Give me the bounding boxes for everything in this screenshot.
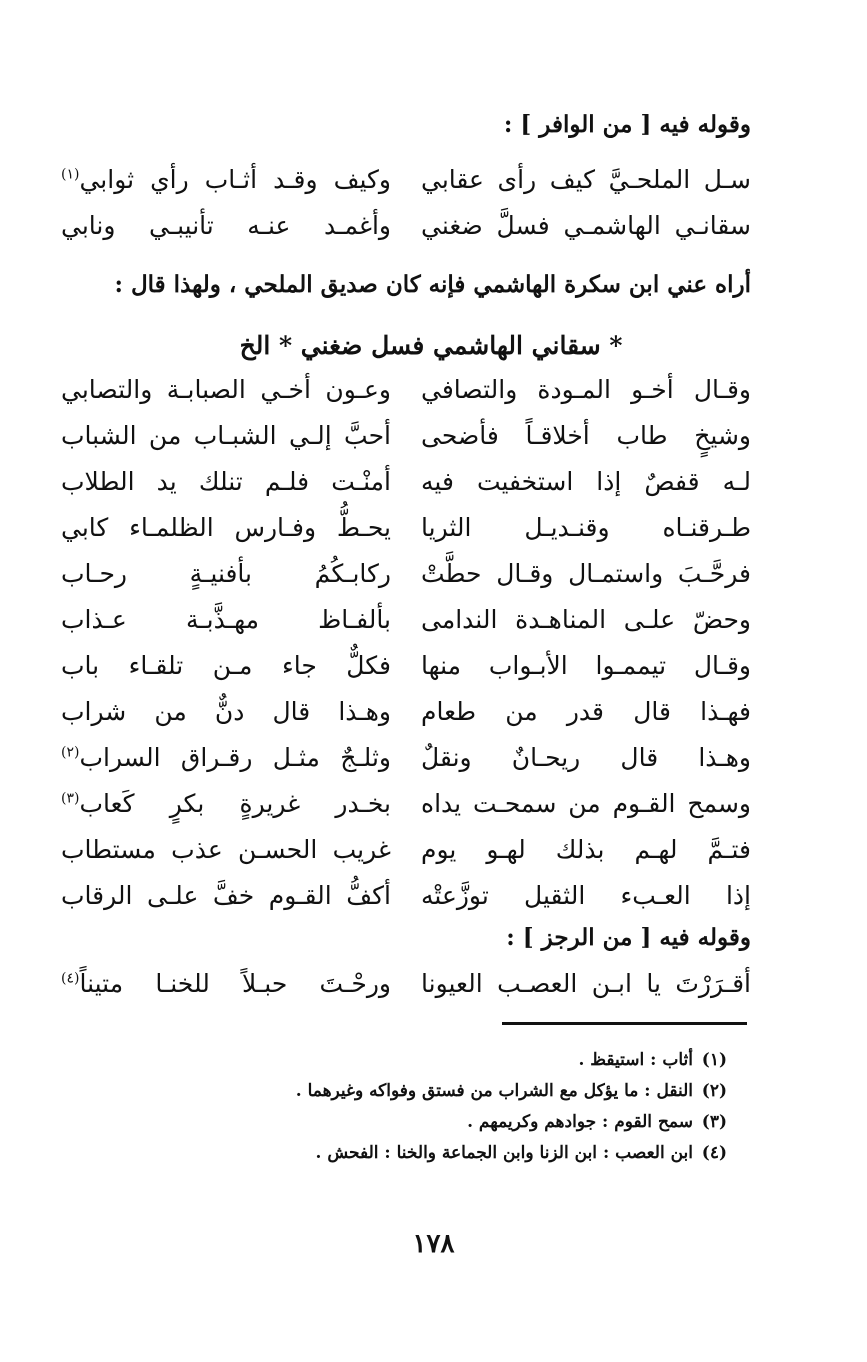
footnote-number: (٤) xyxy=(701,1143,727,1163)
second-hemistich xyxy=(61,367,391,413)
footnote-marker: (١) xyxy=(61,166,80,183)
second-hemistich-text: فكلٌّ جاء مـن تلقـاء باب xyxy=(61,651,391,680)
footnote xyxy=(107,1138,727,1169)
poem-wafir-1 xyxy=(61,157,751,249)
first-hemistich: أقـرَرْتَ يا ابـن العصـب العيونا xyxy=(421,969,751,998)
footnote xyxy=(107,1107,727,1138)
first-hemistich: فتـمَّ لهـم بذلك لهـو يوم xyxy=(421,835,751,864)
footnote-number: (٣) xyxy=(701,1112,727,1132)
verse xyxy=(61,643,751,689)
second-hemistich xyxy=(61,459,391,505)
verse xyxy=(61,689,751,735)
first-hemistich: وشيخٍ طاب أخلاقـاً فأضحى xyxy=(421,421,751,450)
second-hemistich xyxy=(61,689,391,735)
second-hemistich-text: بخـدر غريرةٍ بكرٍ كَعاب xyxy=(79,789,391,818)
footnote-text: سمح القوم : جوادهم وكريمهم . xyxy=(467,1112,693,1132)
verse xyxy=(61,413,751,459)
second-hemistich-text: أحبَّ إلـي الشبـاب من الشباب xyxy=(61,421,391,450)
intro-rajaz: وقوله فيه [ من الرجز ] : xyxy=(506,924,751,951)
verse xyxy=(61,203,751,249)
prose-explanation: أراه عني ابن سكرة الهاشمي فإنه كان صديق الملحي ، ولهذا قال : xyxy=(114,271,751,298)
first-hemistich: طـرقنـاه وقنـديـل الثريا xyxy=(421,513,751,542)
verse xyxy=(61,459,751,505)
footnote-text: ابن العصب : ابن الزنا وابن الجماعة والخنا : الفحش . xyxy=(315,1143,693,1163)
intro-wafir: وقوله فيه [ من الوافر ] : xyxy=(503,111,751,138)
footnote-text: النقل : ما يؤكل مع الشراب من فستق وفواكه وغيرهما . xyxy=(295,1081,693,1101)
footnote-marker: (٢) xyxy=(61,744,80,761)
footnote-text: أثاب : استيقظ . xyxy=(578,1050,693,1070)
first-hemistich: فهـذا قال قدر من طعام xyxy=(421,697,751,726)
first-hemistich: وحضّ علـى المناهـدة الندامى xyxy=(421,605,751,634)
second-hemistich xyxy=(61,735,391,781)
second-hemistich-text: وعـون أخـي الصبابـة والتصابي xyxy=(61,375,391,404)
first-hemistich: فرحَّـبَ واستمـال وقـال حطَّتْ xyxy=(421,559,751,588)
verse xyxy=(61,961,751,1007)
verse xyxy=(61,873,751,919)
footnote-marker: (٤) xyxy=(61,970,80,987)
second-hemistich-text: أكفُّ القـوم خفَّ علـى الرقاب xyxy=(61,881,391,910)
verse xyxy=(61,781,751,827)
poem-wafir-2 xyxy=(61,367,751,919)
second-hemistich xyxy=(61,551,391,597)
second-hemistich xyxy=(61,873,391,919)
first-hemistich: وسمح القـوم من سمحـت يداه xyxy=(421,789,751,818)
footnote xyxy=(107,1076,727,1107)
footnote-marker: (٣) xyxy=(61,790,80,807)
first-hemistich: سقانـي الهاشمـي فسلَّ ضغني xyxy=(421,211,751,240)
second-hemistich xyxy=(61,827,391,873)
verse xyxy=(61,551,751,597)
second-hemistich xyxy=(61,597,391,643)
second-hemistich-text: وأغمـد عنـه تأنيبـي ونابي xyxy=(61,211,391,240)
first-hemistich: وقـال أخـو المـودة والتصافي xyxy=(421,375,751,404)
footnotes xyxy=(107,1045,727,1169)
footnote-number: (٢) xyxy=(701,1081,727,1101)
second-hemistich-text: وكيف وقـد أثـاب رأي ثوابي xyxy=(79,165,391,194)
first-hemistich: وهـذا قال ريحـانٌ ونقلٌ xyxy=(421,743,751,772)
second-hemistich-text: ركابـكُمُ بأفنيـةٍ رحـاب xyxy=(61,559,391,588)
second-hemistich-text: بألفـاظ مهـذَّبـة عـذاب xyxy=(61,605,391,634)
second-hemistich xyxy=(61,643,391,689)
second-hemistich xyxy=(61,781,391,827)
second-hemistich xyxy=(61,505,391,551)
second-hemistich xyxy=(61,203,391,249)
second-hemistich-text: يحـطُّ وفـارس الظلمـاء كابي xyxy=(61,513,391,542)
second-hemistich-text: ورحْـتَ حبـلاً للخنـا متيناً xyxy=(79,969,391,998)
footnote-number: (١) xyxy=(701,1050,727,1070)
poem-rajaz xyxy=(61,961,751,1007)
first-hemistich: سـل الملحـيَّ كيف رأى عقابي xyxy=(421,165,751,194)
verse xyxy=(61,827,751,873)
second-hemistich xyxy=(61,157,391,203)
verse xyxy=(61,157,751,203)
second-hemistich-text: أمنْـت فلـم تنلك يد الطلاب xyxy=(61,467,391,496)
quoted-hemistich: * سقاني الهاشمي فسل ضغني * الخ xyxy=(239,331,623,360)
first-hemistich: لـه قفصٌ إذا استخفيت فيه xyxy=(421,467,751,496)
first-hemistich: إذا العـبء الثقيل توزَّعتْه xyxy=(421,881,751,910)
verse xyxy=(61,735,751,781)
second-hemistich xyxy=(61,961,391,1007)
verse xyxy=(61,597,751,643)
second-hemistich-text: غريب الحسـن عذب مستطاب xyxy=(61,835,391,864)
footnote-separator xyxy=(502,1022,747,1025)
verse xyxy=(61,505,751,551)
second-hemistich-text: وثلـجٌ مثـل رقـراق السراب xyxy=(79,743,391,772)
second-hemistich-text: وهـذا قال دنٌّ من شراب xyxy=(61,697,391,726)
second-hemistich xyxy=(61,413,391,459)
verse xyxy=(61,367,751,413)
page-number: ١٧٨ xyxy=(412,1229,455,1259)
footnote xyxy=(107,1045,727,1076)
first-hemistich: وقـال تيممـوا الأبـواب منها xyxy=(421,651,751,680)
